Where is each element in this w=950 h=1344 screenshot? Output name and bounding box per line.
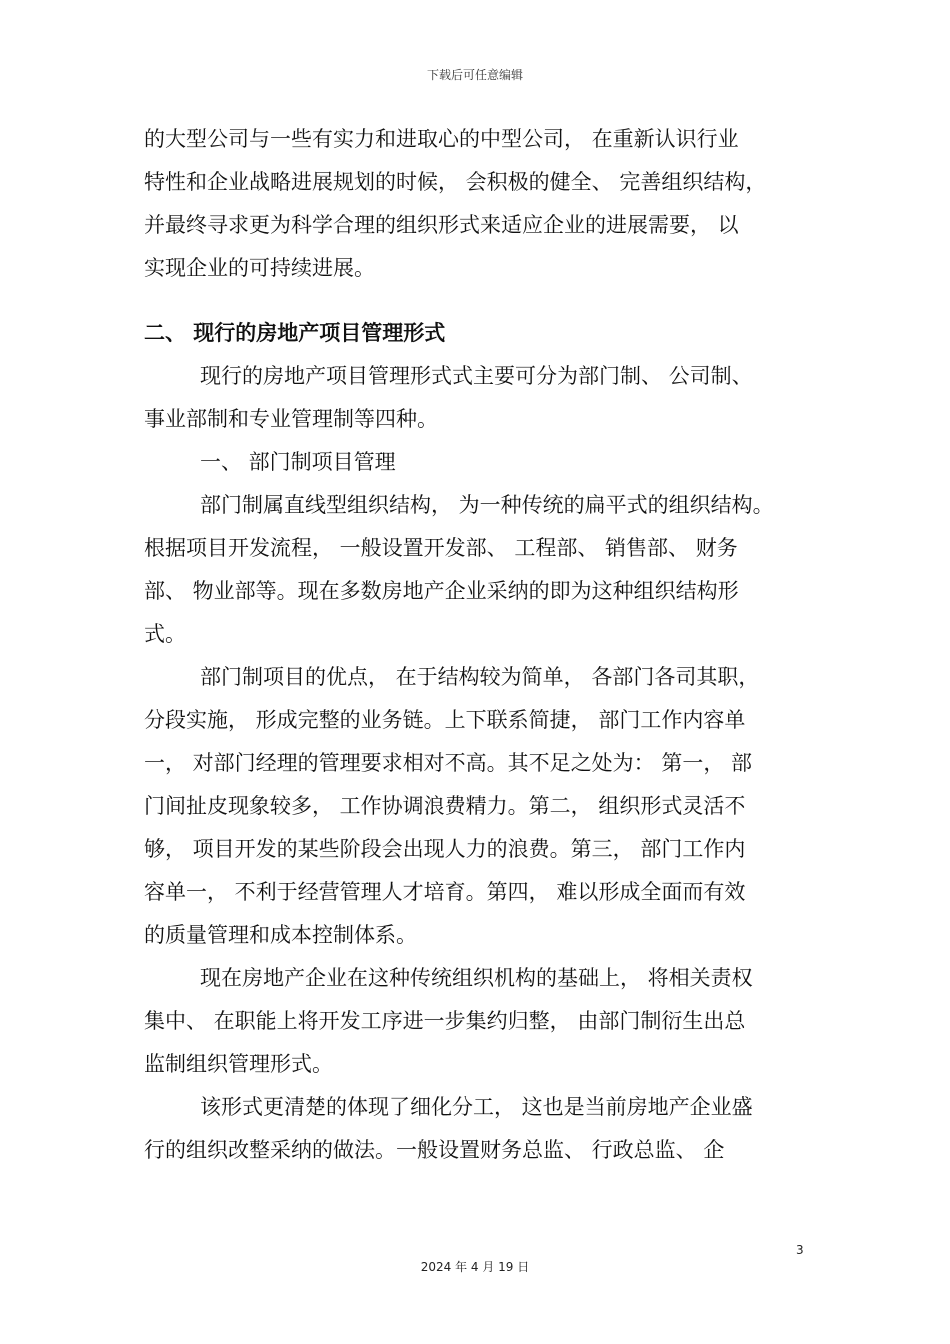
intro-line: 现行的房地产项目管理形式式主要可分为部门制、 公司制、 <box>200 364 753 388</box>
paragraph-line: 式。 <box>144 622 186 646</box>
page-number: 3 <box>796 1243 804 1257</box>
paragraph-line: 集中、 在职能上将开发工序进一步集约归整， 由部门制衍生出总 <box>144 1009 746 1033</box>
paragraph-line: 门间扯皮现象较多， 工作协调浪费精力。第二， 组织形式灵活不 <box>144 794 746 818</box>
paragraph-line: 够， 项目开发的某些阶段会出现人力的浪费。第三， 部门工作内 <box>144 837 746 861</box>
page-header: 下载后可任意编辑 <box>426 68 523 82</box>
body-line: 实现企业的可持续进展。 <box>144 256 375 280</box>
paragraph-line: 行的组织改整采纳的做法。一般设置财务总监、 行政总监、 企 <box>144 1138 725 1162</box>
paragraph-line: 分段实施， 形成完整的业务链。上下联系简捷， 部门工作内容单 <box>144 708 746 732</box>
body-line: 并最终寻求更为科学合理的组织形式来适应企业的进展需要， 以 <box>144 213 739 237</box>
paragraph-line: 该形式更清楚的体现了细化分工， 这也是当前房地产企业盛 <box>200 1095 753 1119</box>
paragraph-line: 监制组织管理形式。 <box>144 1052 333 1076</box>
paragraph-line: 根据项目开发流程， 一般设置开发部、 工程部、 销售部、 财务 <box>144 536 738 560</box>
intro-line: 事业部制和专业管理制等四种。 <box>144 407 438 431</box>
page-footer-date: 2024 年 4 月 19 日 <box>420 1260 530 1274</box>
paragraph-line: 现在房地产企业在这种传统组织机构的基础上， 将相关责权 <box>200 966 753 990</box>
paragraph-line: 部、 物业部等。现在多数房地产企业采纳的即为这种组织结构形 <box>144 579 739 603</box>
subsection-heading: 一、 部门制项目管理 <box>200 450 396 474</box>
paragraph-line: 部门制项目的优点， 在于结构较为简单， 各部门各司其职， <box>200 665 760 689</box>
body-line: 特性和企业战略进展规划的时候， 会积极的健全、 完善组织结构， <box>144 170 767 194</box>
body-line: 的大型公司与一些有实力和进取心的中型公司， 在重新认识行业 <box>144 127 739 151</box>
paragraph-line: 容单一， 不利于经营管理人才培育。第四， 难以形成全面而有效 <box>144 880 746 904</box>
paragraph-line: 的质量管理和成本控制体系。 <box>144 923 417 947</box>
section-gap <box>144 290 820 312</box>
section-heading: 二、 现行的房地产项目管理形式 <box>144 321 446 345</box>
document-body <box>144 118 820 1172</box>
paragraph-line: 部门制属直线型组织结构， 为一种传统的扁平式的组织结构。 <box>200 493 774 517</box>
paragraph-line: 一， 对部门经理的管理要求相对不高。其不足之处为： 第一， 部 <box>144 751 753 775</box>
